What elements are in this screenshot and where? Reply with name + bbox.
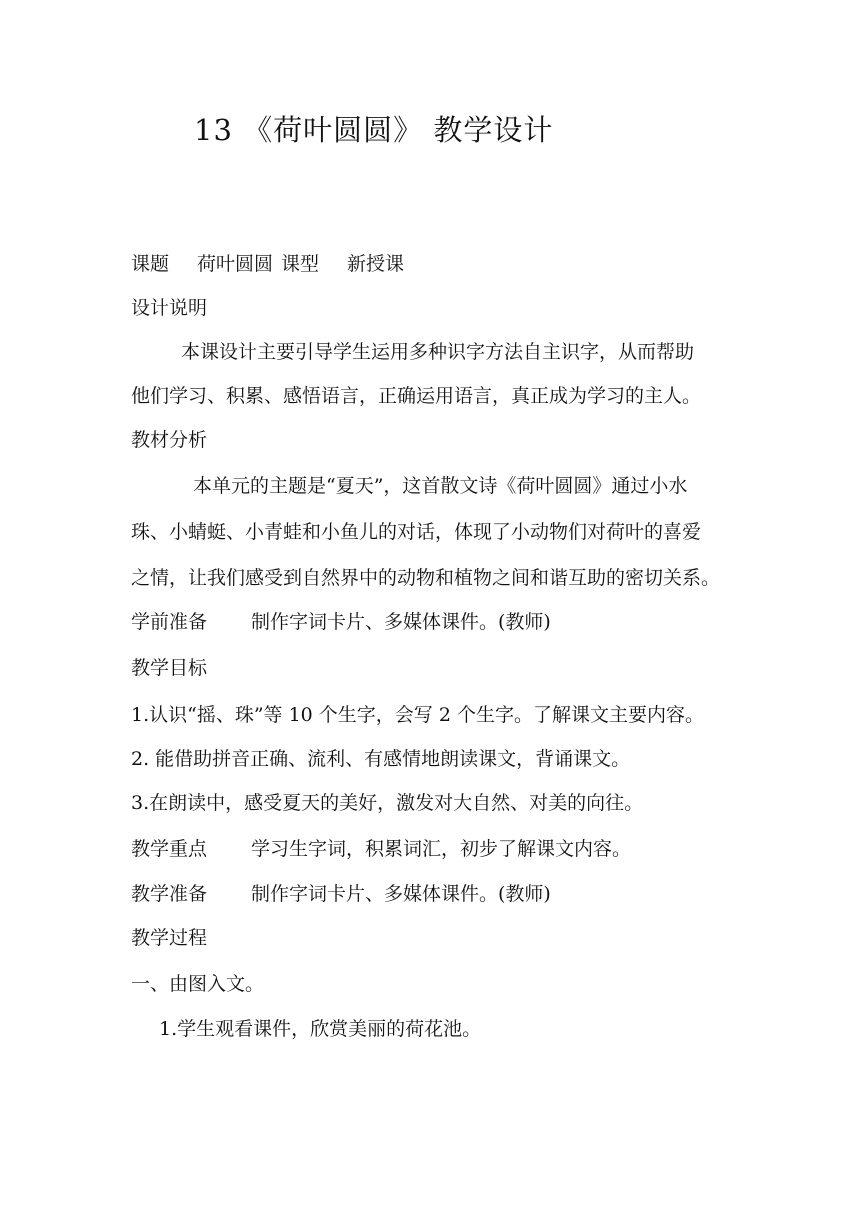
material-analysis-paragraph-line: 本单元的主题是“夏天”，这首散文诗《荷叶圆圆》通过小水 — [193, 475, 688, 497]
lesson-type-value: 新授课 — [347, 253, 405, 275]
lesson-info-line — [131, 252, 404, 276]
document-title: 13 《荷叶圆圆》 教学设计 — [194, 113, 554, 147]
key-points-line — [131, 837, 631, 861]
key-points-label: 教学重点 — [131, 838, 208, 860]
goals-heading: 教学目标 — [131, 657, 208, 679]
design-note-paragraph-line: 本课设计主要引导学生运用多种识字方法自主识字，从而帮助 — [181, 341, 695, 363]
topic-value: 荷叶圆圆 — [197, 253, 274, 275]
material-analysis-paragraph-line: 之情，让我们感受到自然界中的动物和植物之间和谐互助的密切关系。 — [131, 567, 721, 589]
key-points-content: 学习生字词，积累词汇，初步了解课文内容。 — [251, 838, 632, 860]
pre-study-content: 制作字词卡片、多媒体课件。(教师) — [251, 611, 551, 633]
process-heading: 教学过程 — [131, 927, 208, 949]
material-analysis-paragraph-line: 珠、小蜻蜓、小青蛙和小鱼儿的对话，体现了小动物们对荷叶的喜爱 — [131, 521, 702, 543]
goal-item: 3.在朗读中，感受夏天的美好，激发对大自然、对美的向往。 — [131, 792, 644, 814]
pre-study-label: 学前准备 — [131, 611, 208, 633]
preparation-line — [131, 882, 551, 906]
material-analysis-heading: 教材分析 — [131, 429, 208, 451]
goal-item: 2. 能借助拼音正确、流利、有感情地朗读课文，背诵课文。 — [131, 748, 631, 770]
preparation-content: 制作字词卡片、多媒体课件。(教师) — [251, 883, 551, 905]
goal-item: 1.认识“摇、珠”等 10 个生字，会写 2 个生字。了解课文主要内容。 — [131, 704, 704, 726]
design-note-paragraph-line: 他们学习、积累、感悟语言，正确运用语言，真正成为学习的主人。 — [131, 385, 702, 407]
process-step-item: 1.学生观看课件，欣赏美丽的荷花池。 — [159, 1018, 482, 1040]
pre-study-line — [131, 610, 551, 634]
design-note-heading: 设计说明 — [131, 297, 208, 319]
lesson-type-label: 课型 — [281, 253, 320, 275]
topic-label: 课题 — [131, 253, 170, 275]
process-step: 一、由图入文。 — [131, 973, 265, 995]
preparation-label: 教学准备 — [131, 883, 208, 905]
